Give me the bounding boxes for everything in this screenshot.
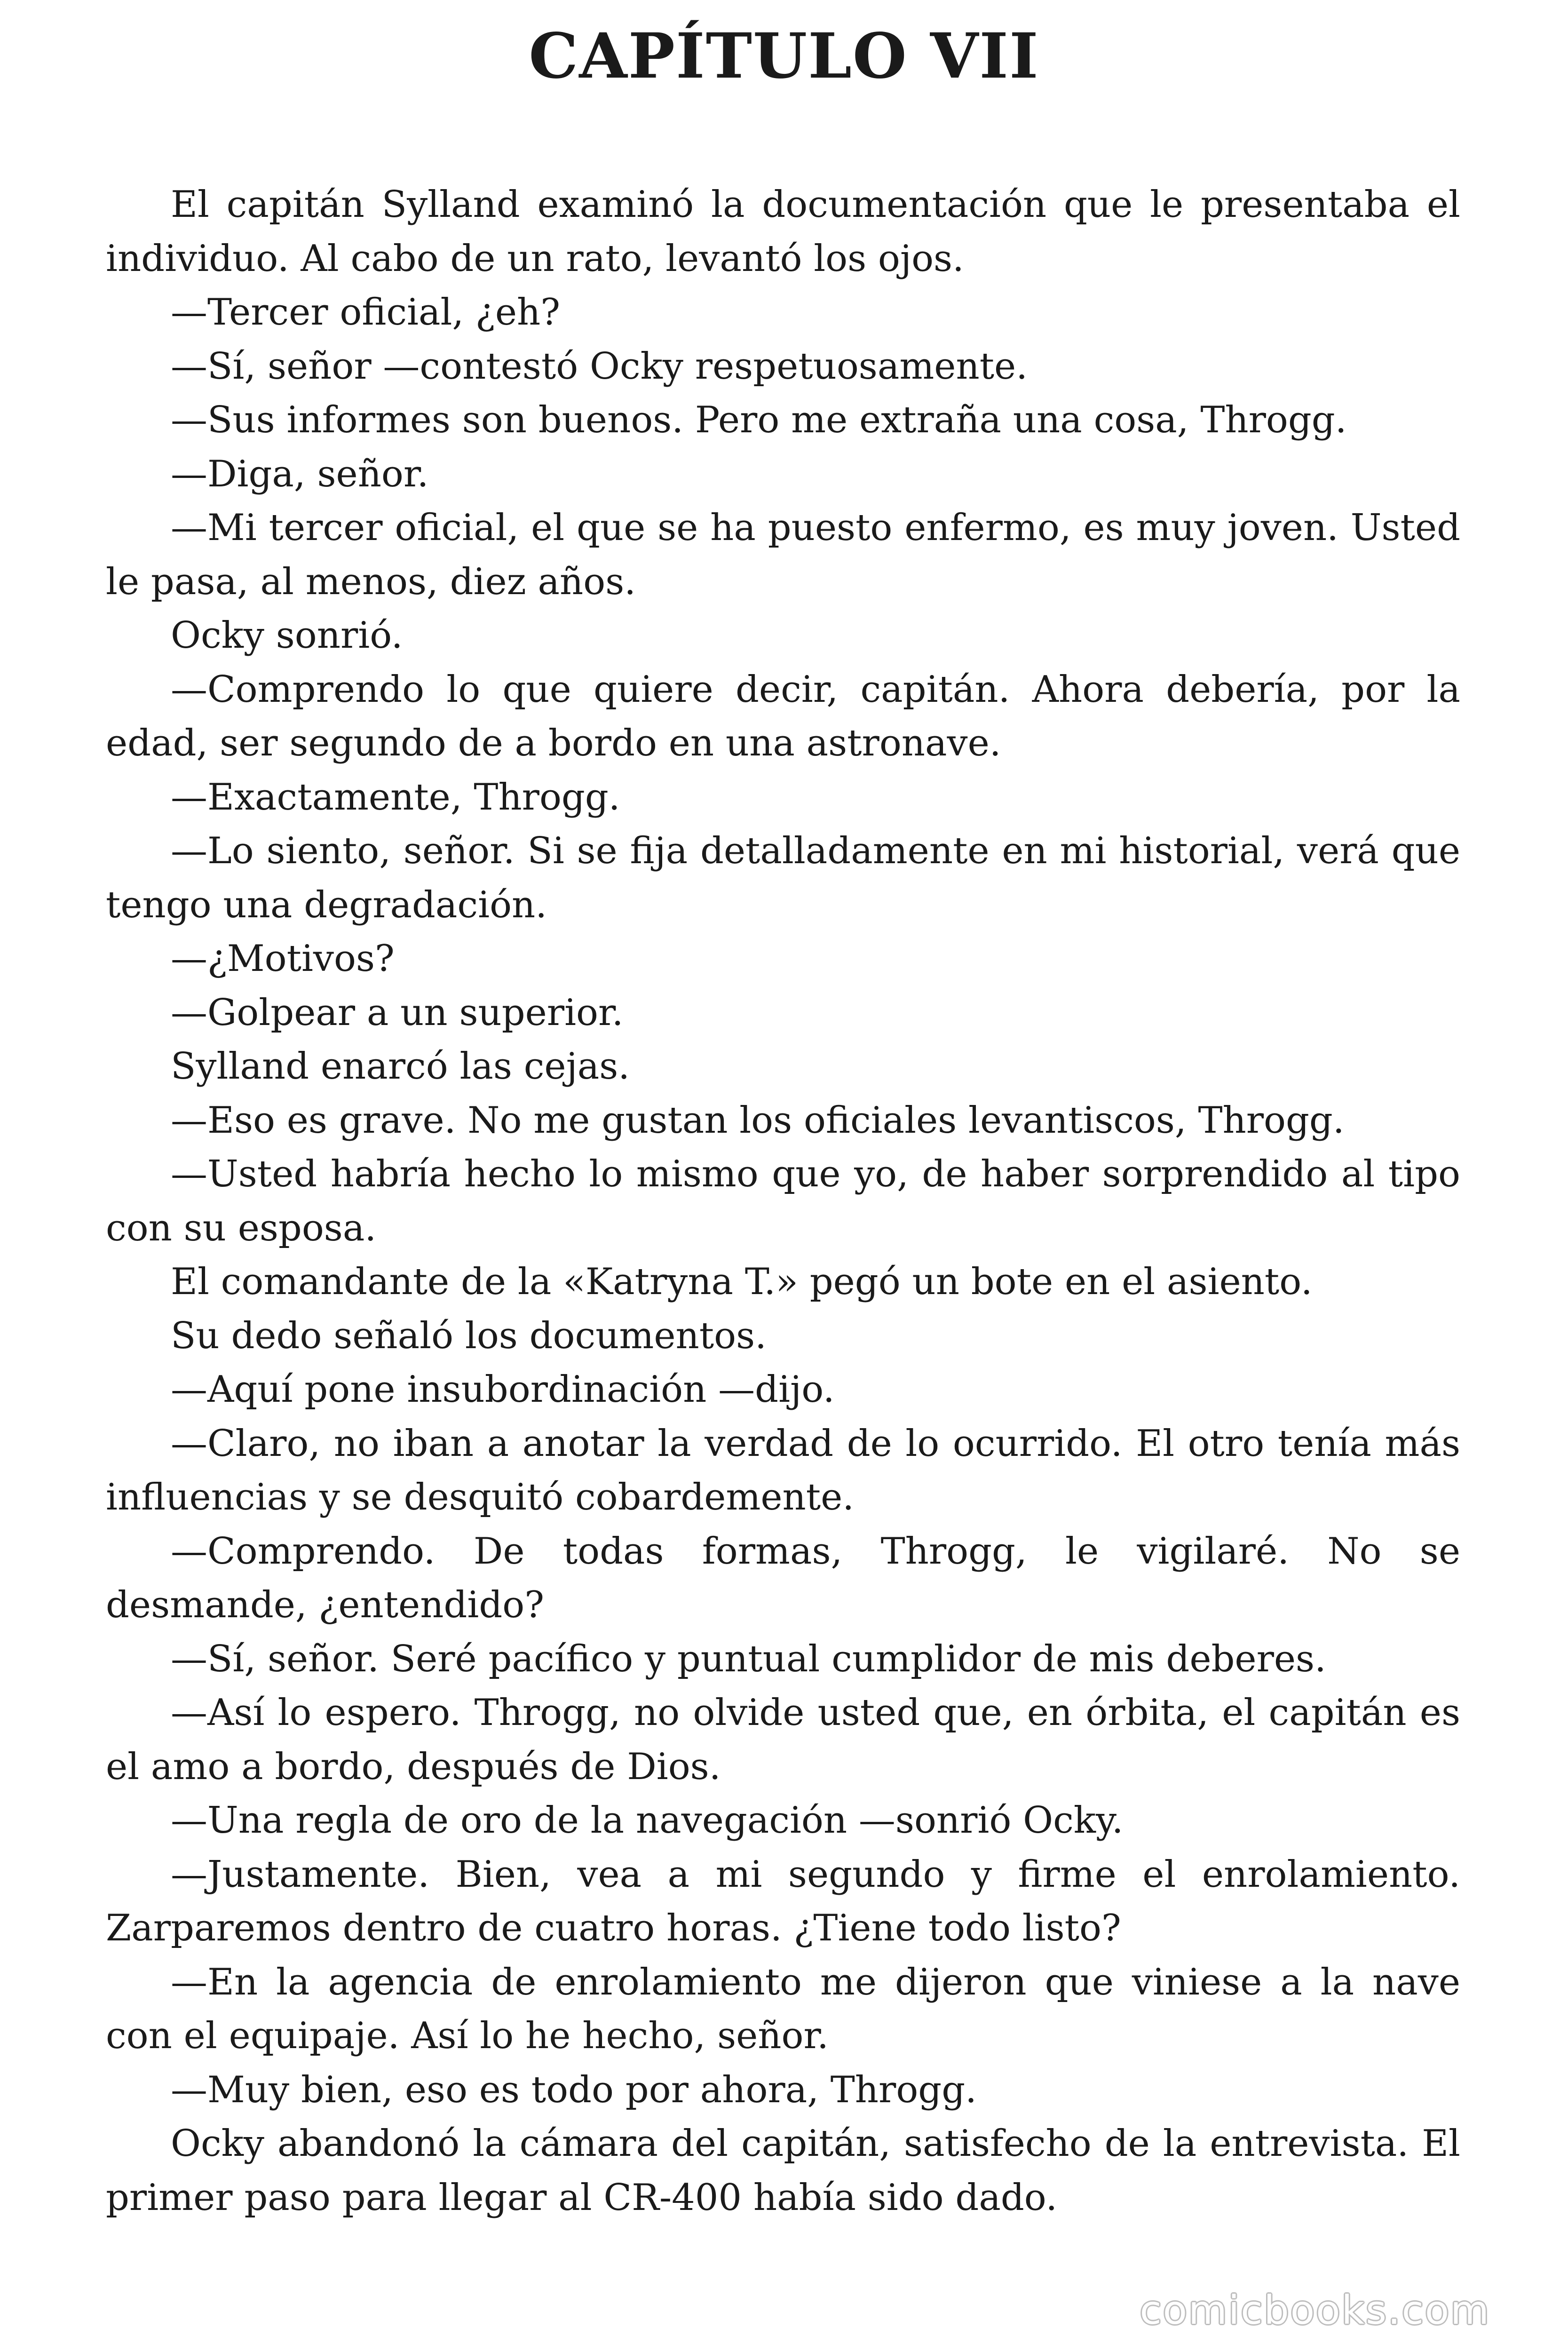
paragraph: —Usted habría hecho lo mismo que yo, de haber sorprendido al tipo con su esposa. xyxy=(106,1153,1460,1249)
paragraph: —Tercer oficial, ¿eh? xyxy=(171,291,561,334)
paragraph: —Una regla de oro de la navegación —sonrió Ocky. xyxy=(171,1799,1124,1842)
paragraph: —¿Motivos? xyxy=(171,938,395,980)
paragraph: —Sí, señor —contestó Ocky respetuosamente. xyxy=(171,345,1028,388)
paragraph: —Muy bien, eso es todo por ahora, Throgg. xyxy=(171,2068,977,2111)
paragraph: —Así lo espero. Throgg, no olvide usted que, en órbita, el capitán es el amo a bordo, después de Dios. xyxy=(106,1692,1460,1788)
paragraph: —Mi tercer oficial, el que se ha puesto enfermo, es muy joven. Usted le pasa, al menos, diez años. xyxy=(106,507,1460,603)
paragraph: Ocky sonrió. xyxy=(171,614,403,657)
paragraph: —Sus informes son buenos. Pero me extraña una cosa, Throgg. xyxy=(171,399,1347,441)
paragraph: Su dedo señaló los documentos. xyxy=(171,1314,767,1357)
paragraph: —En la agencia de enrolamiento me dijeron que viniese a la nave con el equipaje. Así lo he hecho, señor. xyxy=(106,1961,1460,2057)
paragraph: —Sí, señor. Seré pacífico y puntual cumplidor de mis deberes. xyxy=(171,1637,1326,1680)
watermark: comicbooks.com xyxy=(1140,2287,1490,2333)
chapter-body xyxy=(106,178,1460,2225)
paragraph: Ocky abandonó la cámara del capitán, satisfecho de la entrevista. El primer paso para llegar al CR-400 había sido dado. xyxy=(106,2122,1460,2219)
paragraph: El capitán Sylland examinó la documentación que le presentaba el individuo. Al cabo de un rato, levantó los ojos. xyxy=(106,183,1460,280)
paragraph: —Comprendo lo que quiere decir, capitán. Ahora debería, por la edad, ser segundo de a bordo en una astronave. xyxy=(106,668,1460,764)
paragraph: —Aquí pone insubordinación —dijo. xyxy=(171,1368,835,1411)
paragraph: El comandante de la «Katryna T.» pegó un bote en el asiento. xyxy=(171,1261,1313,1303)
paragraph: Sylland enarcó las cejas. xyxy=(171,1045,630,1088)
paragraph: —Lo siento, señor. Si se fija detalladamente en mi historial, verá que tengo una degradación. xyxy=(106,830,1460,926)
paragraph: —Comprendo. De todas formas, Throgg, le vigilaré. No se desmande, ¿entendido? xyxy=(106,1530,1460,1626)
paragraph: —Exactamente, Throgg. xyxy=(171,776,620,818)
paragraph: —Diga, señor. xyxy=(171,453,429,495)
paragraph: —Eso es grave. No me gustan los oficiales levantiscos, Throgg. xyxy=(171,1099,1345,1142)
chapter-title: CAPÍTULO VII xyxy=(529,20,1039,93)
paragraph: —Golpear a un superior. xyxy=(171,991,624,1034)
paragraph: —Claro, no iban a anotar la verdad de lo ocurrido. El otro tenía más influencias y se desquitó cobardemente. xyxy=(106,1422,1460,1518)
paragraph: —Justamente. Bien, vea a mi segundo y firme el enrolamiento. Zarparemos dentro de cuatro horas. ¿Tiene todo listo? xyxy=(106,1853,1460,1949)
